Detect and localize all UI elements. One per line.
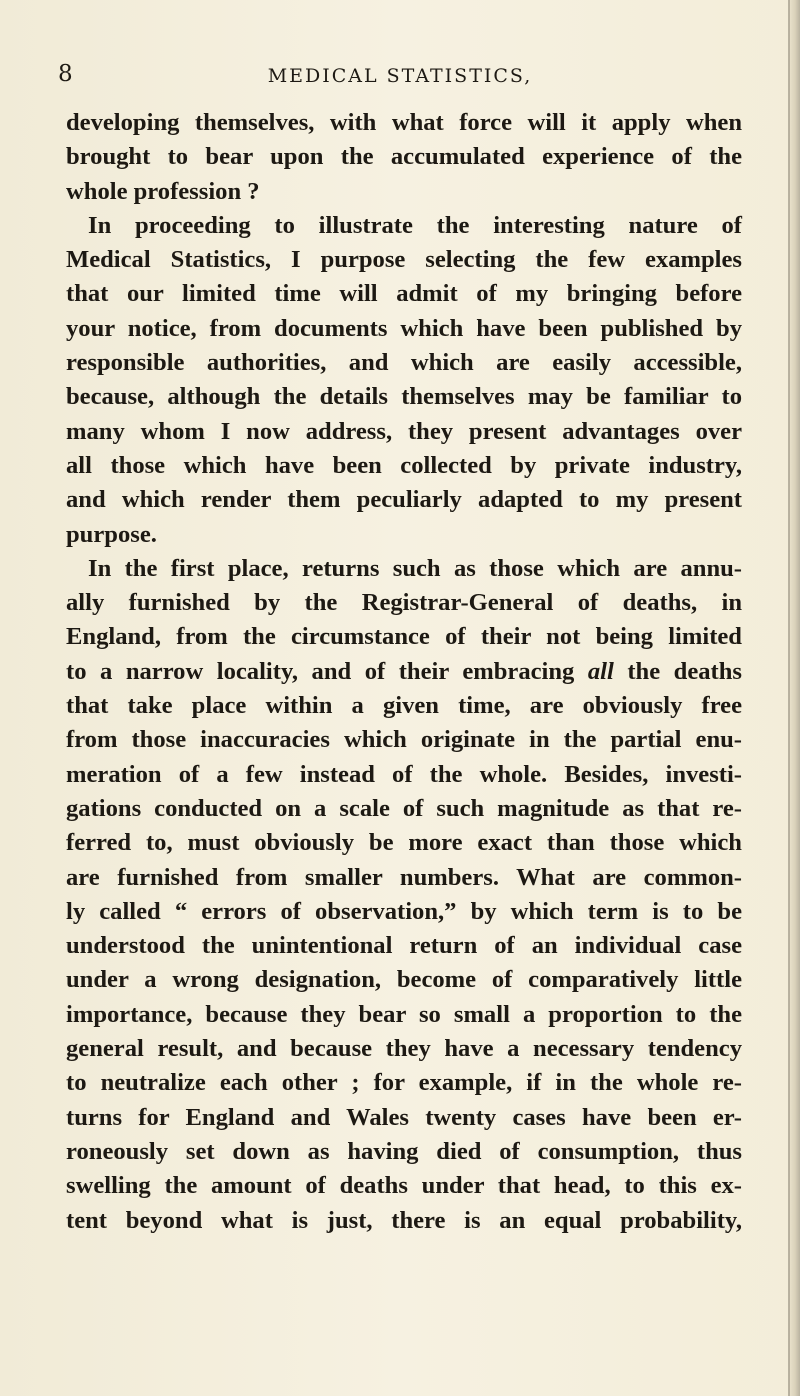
paragraph-start-line: In the first place, returns such as those which are annu- bbox=[88, 554, 742, 582]
page-edge-line bbox=[788, 0, 790, 1396]
text-line: many whom I now address, they present advantages over bbox=[66, 417, 742, 445]
text-line: and which render them peculiarly adapted to my present bbox=[66, 486, 742, 514]
text-segment: the deaths bbox=[627, 657, 742, 685]
text-line: meration of a few instead of the whole. Besides, investi- bbox=[66, 760, 742, 788]
text-line: general result, and because they have a necessary tendency bbox=[66, 1035, 742, 1063]
text-line: ferred to, must obviously be more exact than those which bbox=[66, 829, 742, 857]
text-line: because, although the details themselves may be familiar to bbox=[66, 383, 742, 411]
text-line: purpose. bbox=[66, 520, 157, 548]
text-line: from those inaccuracies which originate in the partial enu- bbox=[66, 726, 742, 754]
text-line: ally furnished by the Registrar-General of deaths, in bbox=[66, 589, 742, 617]
text-segment: to a narrow locality, and of their embracing bbox=[66, 657, 575, 685]
text-line: all those which have been collected by private industry, bbox=[66, 451, 742, 479]
body-text bbox=[66, 106, 742, 1238]
text-line: under a wrong designation, become of comparatively little bbox=[66, 966, 742, 994]
text-line: your notice, from documents which have been published by bbox=[66, 314, 742, 342]
page-number: 8 bbox=[58, 61, 73, 87]
text-line: developing themselves, with what force will it apply when bbox=[66, 109, 742, 136]
text-line: that our limited time will admit of my bringing before bbox=[66, 280, 742, 308]
text-line: are furnished from smaller numbers. What are common- bbox=[66, 863, 742, 891]
text-line: that take place within a given time, are obviously free bbox=[66, 692, 742, 720]
text-line: understood the unintentional return of an individual case bbox=[66, 932, 742, 960]
text-line: gations conducted on a scale of such magnitude as that re- bbox=[66, 794, 742, 822]
paragraph-start-line: In proceeding to illustrate the interesting nature of bbox=[88, 211, 742, 239]
text-line: roneously set down as having died of consumption, thus bbox=[66, 1137, 742, 1165]
text-line: England, from the circumstance of their not being limited bbox=[66, 623, 742, 651]
italic-word: all bbox=[587, 657, 614, 685]
text-line-with-italic bbox=[66, 655, 742, 689]
text-line: turns for England and Wales twenty cases have been er- bbox=[66, 1103, 742, 1131]
text-line: importance, because they bear so small a proportion to the bbox=[66, 1000, 742, 1028]
text-line: responsible authorities, and which are easily accessible, bbox=[66, 349, 742, 377]
text-line: swelling the amount of deaths under that head, to this ex- bbox=[66, 1172, 742, 1200]
text-line: tent beyond what is just, there is an equal probability, bbox=[66, 1206, 742, 1234]
text-line: to neutralize each other ; for example, if in the whole re- bbox=[66, 1069, 742, 1097]
text-line: ly called “ errors of observation,” by which term is to be bbox=[66, 897, 742, 925]
text-line: whole profession ? bbox=[66, 177, 260, 205]
text-line: brought to bear upon the accumulated experience of the bbox=[66, 143, 742, 171]
text-line: Medical Statistics, I purpose selecting the few examples bbox=[66, 246, 742, 274]
running-head: MEDICAL STATISTICS, bbox=[267, 65, 533, 87]
